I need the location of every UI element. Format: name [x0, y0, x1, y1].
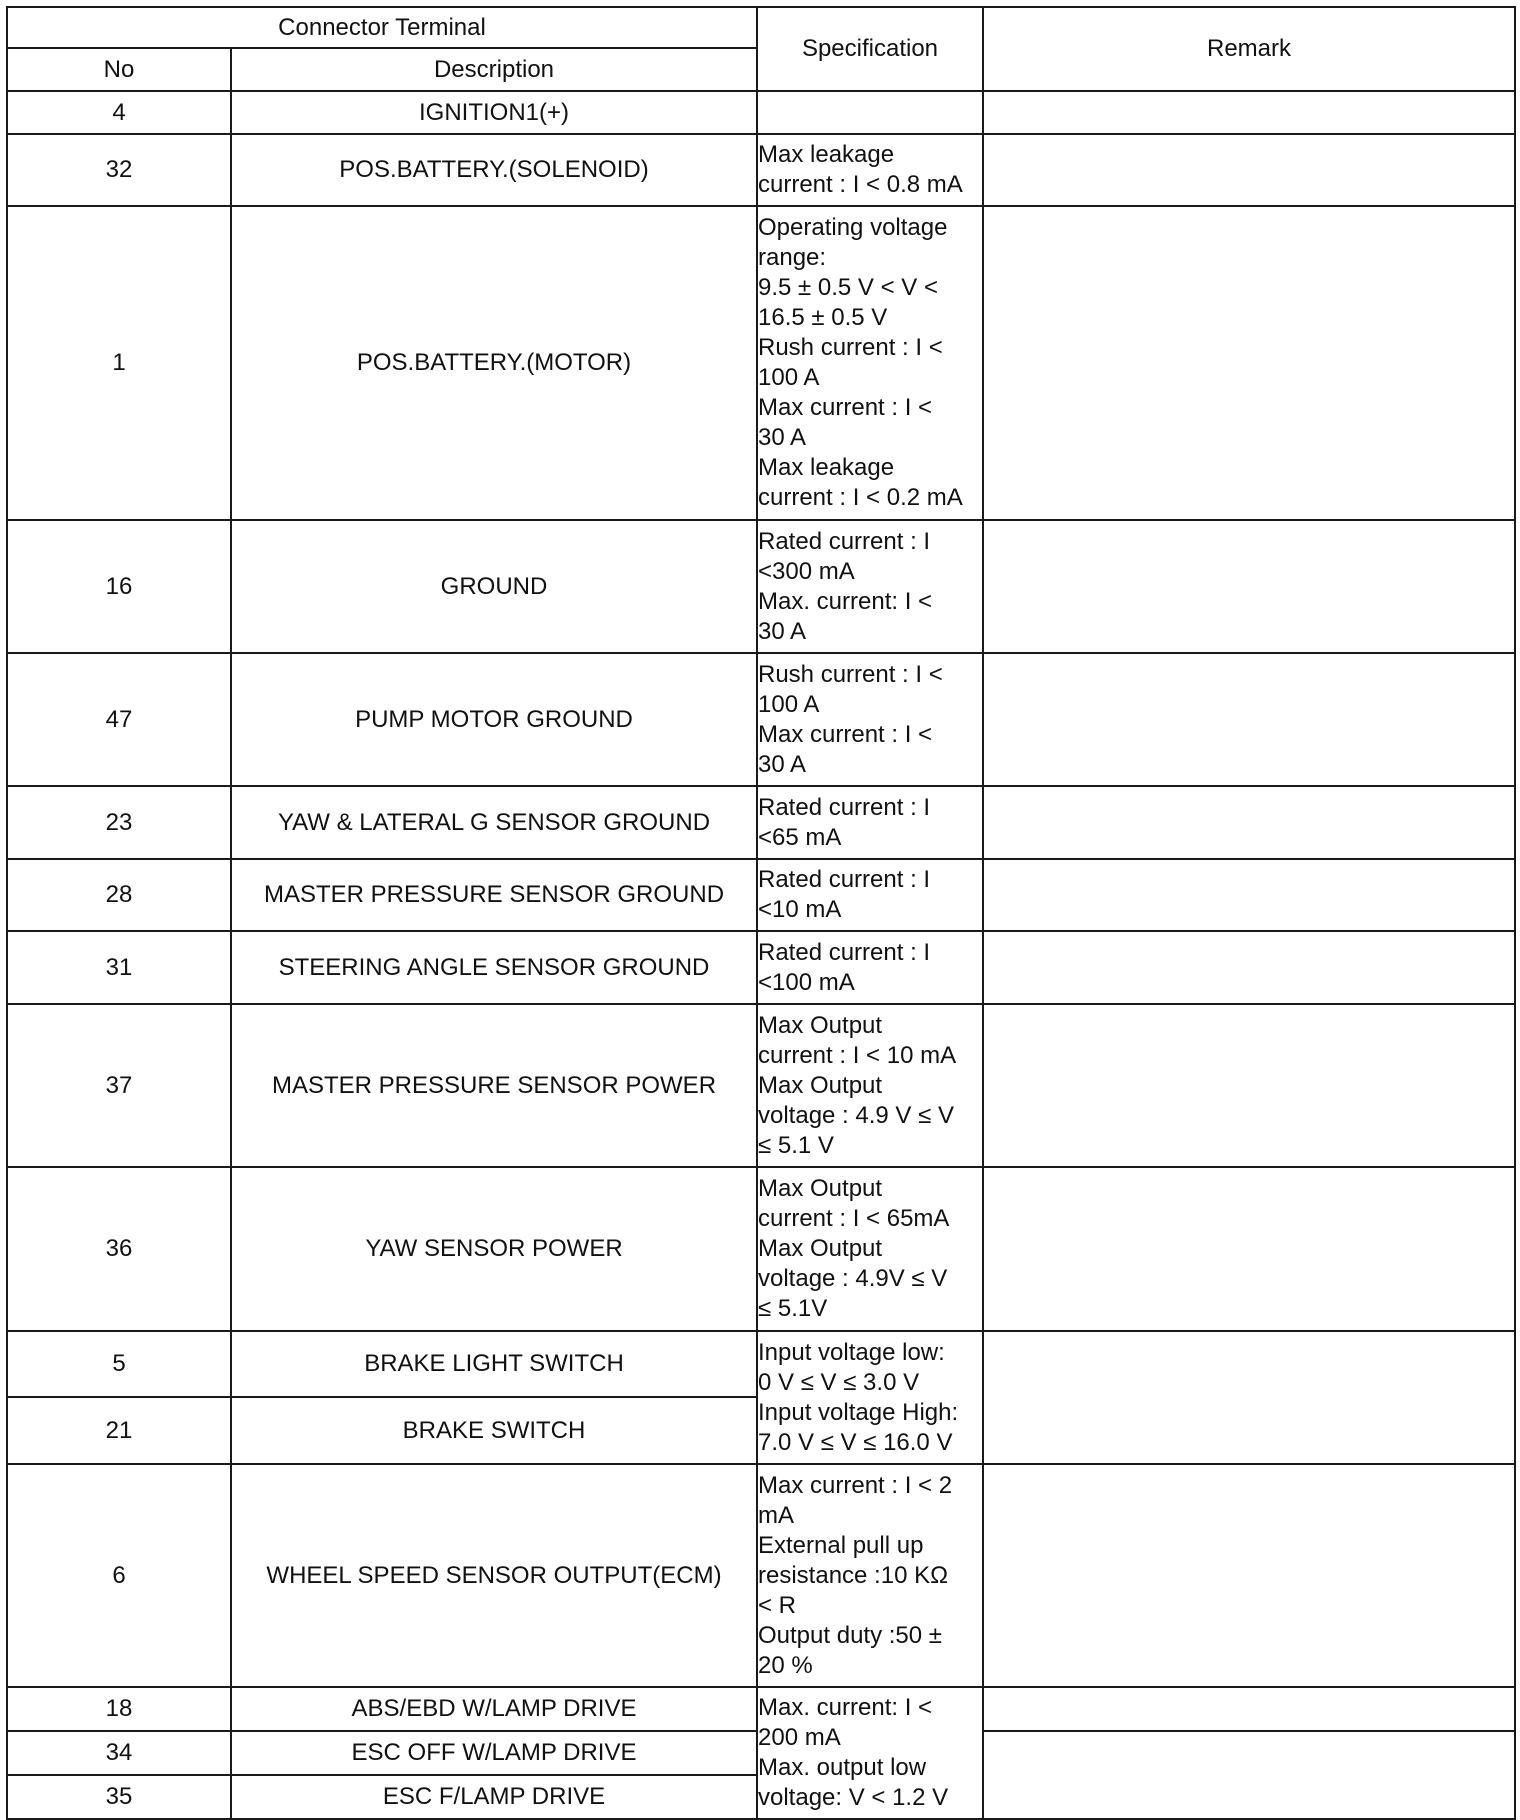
- specification-cell: Max Output current : I < 10 mA Max Output voltage : 4.9 V ≤ V ≤ 5.1 V: [757, 1004, 983, 1167]
- table-row: [7, 786, 1515, 859]
- table-body: [7, 91, 1515, 1819]
- terminal-description: ESC F/LAMP DRIVE: [231, 1775, 757, 1819]
- table-row: [7, 1167, 1515, 1331]
- table-row: [7, 1331, 1515, 1397]
- table-header: [7, 7, 1515, 91]
- specification-cell: Rated current : I <100 mA: [757, 931, 983, 1004]
- remark-cell: [983, 206, 1515, 520]
- terminal-number: 18: [7, 1687, 231, 1731]
- terminal-description: POS.BATTERY.(MOTOR): [231, 206, 757, 520]
- terminal-number: 16: [7, 520, 231, 653]
- remark-cell: [983, 653, 1515, 786]
- terminal-description: IGNITION1(+): [231, 91, 757, 134]
- table-row: [7, 1464, 1515, 1687]
- specification-cell: Rated current : I <65 mA: [757, 786, 983, 859]
- terminal-number: 36: [7, 1167, 231, 1331]
- specification-cell: Max leakage current : I < 0.8 mA: [757, 134, 983, 206]
- terminal-description: YAW & LATERAL G SENSOR GROUND: [231, 786, 757, 859]
- specification-cell: Operating voltage range: 9.5 ± 0.5 V < V < 16.5 ± 0.5 V Rush current : I < 100 A Max current : I < 30 A Max leakage current : I < 0.2 mA: [757, 206, 983, 520]
- specification-header: Specification: [757, 7, 983, 91]
- terminal-description: BRAKE LIGHT SWITCH: [231, 1331, 757, 1397]
- remark-cell: [983, 1464, 1515, 1687]
- remark-cell: [983, 931, 1515, 1004]
- connector-terminal-spec-table: [6, 6, 1516, 1820]
- terminal-number: 47: [7, 653, 231, 786]
- terminal-number: 37: [7, 1004, 231, 1167]
- specification-cell: Rated current : I <300 mA Max. current: I < 30 A: [757, 520, 983, 653]
- table-row: [7, 91, 1515, 134]
- table-row: [7, 1687, 1515, 1731]
- terminal-number: 35: [7, 1775, 231, 1819]
- table-row: [7, 1004, 1515, 1167]
- terminal-description: MASTER PRESSURE SENSOR GROUND: [231, 859, 757, 931]
- terminal-number: 21: [7, 1397, 231, 1464]
- table-row: [7, 206, 1515, 520]
- remark-cell: [983, 1167, 1515, 1331]
- remark-cell: [983, 1331, 1515, 1464]
- remark-cell: [983, 1004, 1515, 1167]
- terminal-description: ESC OFF W/LAMP DRIVE: [231, 1731, 757, 1775]
- table-row: [7, 859, 1515, 931]
- terminal-description: PUMP MOTOR GROUND: [231, 653, 757, 786]
- table-row: [7, 653, 1515, 786]
- specification-cell: Max. current: I < 200 mA Max. output low voltage: V < 1.2 V: [757, 1687, 983, 1819]
- terminal-description: WHEEL SPEED SENSOR OUTPUT(ECM): [231, 1464, 757, 1687]
- terminal-number: 5: [7, 1331, 231, 1397]
- terminal-description: BRAKE SWITCH: [231, 1397, 757, 1464]
- terminal-number: 6: [7, 1464, 231, 1687]
- remark-cell: [983, 520, 1515, 653]
- terminal-description: MASTER PRESSURE SENSOR POWER: [231, 1004, 757, 1167]
- remark-header: Remark: [983, 7, 1515, 91]
- specification-cell: Max current : I < 2 mA External pull up resistance :10 KΩ < R Output duty :50 ± 20 %: [757, 1464, 983, 1687]
- remark-cell: [983, 1731, 1515, 1819]
- remark-cell: [983, 786, 1515, 859]
- specification-cell: Input voltage low: 0 V ≤ V ≤ 3.0 V Input voltage High: 7.0 V ≤ V ≤ 16.0 V: [757, 1331, 983, 1464]
- terminal-number: 32: [7, 134, 231, 206]
- terminal-number: 34: [7, 1731, 231, 1775]
- specification-cell: Max Output current : I < 65mA Max Output voltage : 4.9V ≤ V ≤ 5.1V: [757, 1167, 983, 1331]
- terminal-description: POS.BATTERY.(SOLENOID): [231, 134, 757, 206]
- specification-cell: Rush current : I < 100 A Max current : I < 30 A: [757, 653, 983, 786]
- connector-terminal-header: Connector Terminal: [7, 7, 757, 48]
- terminal-number: 1: [7, 206, 231, 520]
- specification-cell: Rated current : I <10 mA: [757, 859, 983, 931]
- remark-cell: [983, 859, 1515, 931]
- description-header: Description: [231, 48, 757, 91]
- terminal-description: STEERING ANGLE SENSOR GROUND: [231, 931, 757, 1004]
- terminal-description: GROUND: [231, 520, 757, 653]
- table-row: [7, 931, 1515, 1004]
- terminal-number: 23: [7, 786, 231, 859]
- terminal-number: 28: [7, 859, 231, 931]
- remark-cell: [983, 91, 1515, 134]
- no-header: No: [7, 48, 231, 91]
- terminal-description: YAW SENSOR POWER: [231, 1167, 757, 1331]
- specification-cell: [757, 91, 983, 134]
- terminal-description: ABS/EBD W/LAMP DRIVE: [231, 1687, 757, 1731]
- terminal-number: 4: [7, 91, 231, 134]
- remark-cell: [983, 134, 1515, 206]
- remark-cell: [983, 1687, 1515, 1731]
- terminal-number: 31: [7, 931, 231, 1004]
- table-row: [7, 520, 1515, 653]
- table-row: [7, 134, 1515, 206]
